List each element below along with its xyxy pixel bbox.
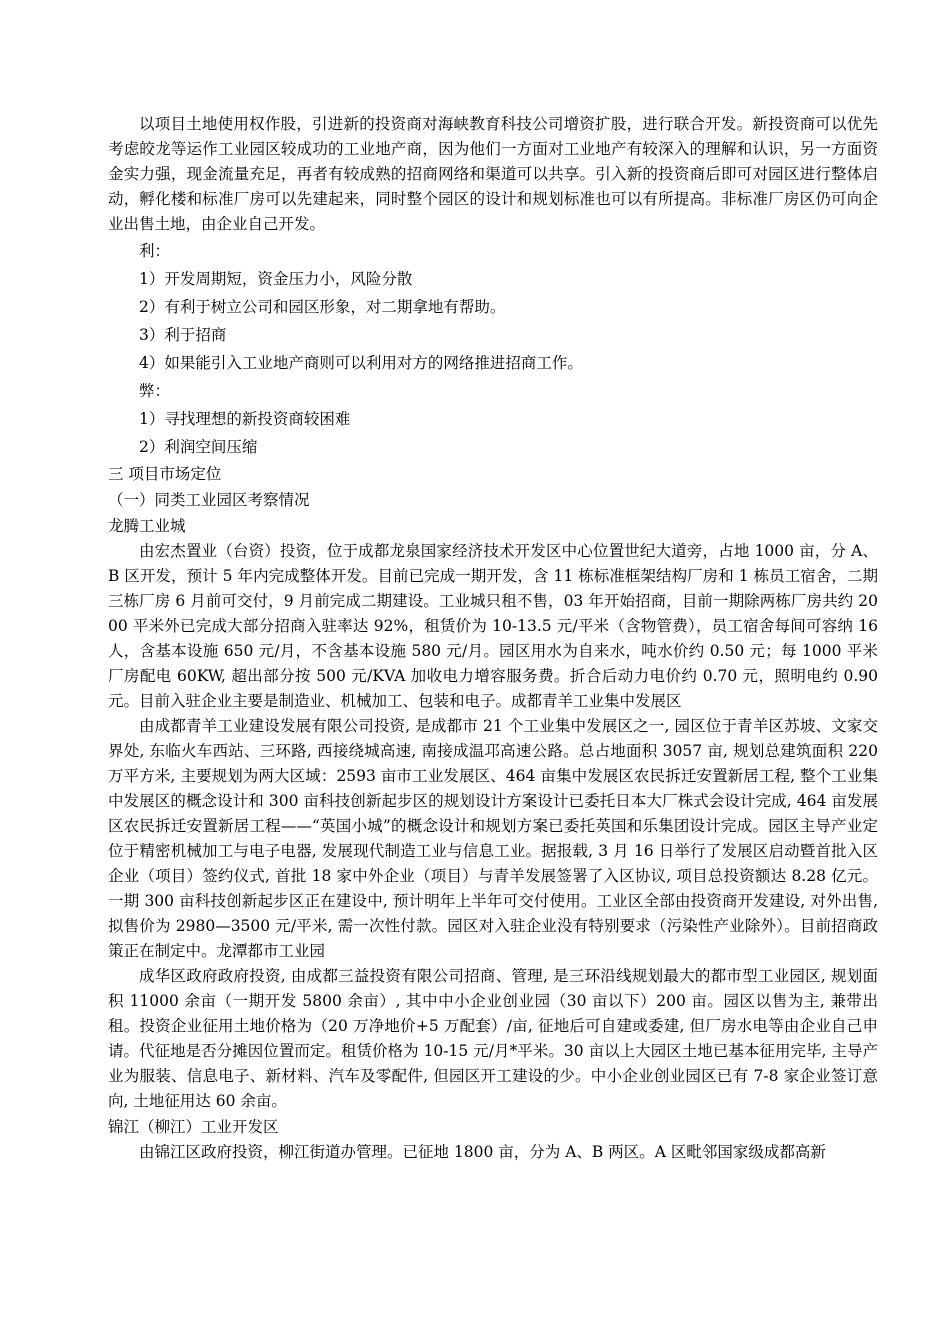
intro-paragraph: 以项目土地使用权作股，引进新的投资商对海峡教育科技公司增资扩股，进行联合开发。新投资商可以优先考虑皎龙等运作工业园区较成功的工业地产商，因为他们一方面对工业地产有较深入的理解和认识，另一方面资金实力强，现金流量充足，再者有较成熟的招商网络和渠道可以共享。引入新的投资商后即可对园区进行整体启动，孵化楼和标准厂房可以先建起来，同时整个园区的设计和规划标准也可以有所提高。非标准厂房区仍可向企业出售土地，由企业自己开发。 [108,115,878,233]
cons-label: 弊： [139,382,171,400]
cons-item: 2）利润空间压缩 [139,438,258,456]
park-paragraph-jinjiang: 由锦江区政府投资，柳江街道办管理。已征地 1800 亩，分为 A、B 两区。A 区毗邻国家级成都高新 [139,1143,826,1161]
park-name-longteng: 龙腾工业城 [108,517,186,535]
pros-item: 4）如果能引入工业地产商则可以利用对方的网络推进招商工作。 [139,354,583,372]
section-title: 三 项目市场定位 [108,465,222,483]
pros-item: 1）开发周期短，资金压力小，风险分散 [139,270,413,288]
cons-item: 1）寻找理想的新投资商较困难 [139,410,351,428]
park-paragraph-longtan: 成华区政府政府投资, 由成都三益投资有限公司招商、管理, 是三环沿线规划最大的都市型工业园区, 规划面积 11000 余亩（一期开发 5800 余亩）, 其中中小企业创业园（30 亩以下）200 亩。园区以售为主, 兼带出租。投资企业征用土地价格为（20 万净地价+5 万配套）/亩, 征地后可自建或委建, 但厂房水电等由企业自己申请。代征地是否分摊因位置而定。租赁价格为 10-15 元/月*平米。30 亩以上大园区土地已基本征用完毕, 主导产业为服装、信息电子、新材料、汽车及零配件, 但园区开工建设的少。中小企业创业园区已有 7-8 家企业签订意向, 土地征用达 60 余亩。 [108,967,878,1110]
park-paragraph-longteng: 由宏杰置业（台资）投资，位于成都龙泉国家经济技术开发区中心位置世纪大道旁，占地 1000 亩，分 A、B 区开发，预计 5 年内完成整体开发。目前已完成一期开发，含 11 栋标准框架结构厂房和 1 栋员工宿舍，二期三栋厂房 6 月前可交付，9 月前完成二期建设。工业城只租不售，03 年开始招商，目前一期除两栋厂房共约 2000 平米外已完成大部分招商入驻率达 92%，租赁价为 10-13.5 元/平米（含物管费），员工宿舍每间可容纳 16 人，含基本设施 650 元/月，不含基本设施 580 元/月。园区用水为自来水，吨水价约 0.50 元；每 1000 平米厂房配电 60KW, 超出部分按 500 元/KVA 加收电力增容服务费。折合后动力电价约 0.70 元，照明电约 0.90 元。目前入驻企业主要是制造业、机械加工、包装和电子。成都青羊工业集中发展区 [108,542,878,710]
subsection-title: （一）同类工业园区考察情况 [108,491,310,509]
document-page [108,112,878,1165]
pros-item: 2）有利于树立公司和园区形象，对二期拿地有帮助。 [139,298,506,316]
park-name-jinjiang: 锦江（柳江）工业开发区 [108,1118,279,1136]
pros-item: 3）利于招商 [139,326,227,344]
park-paragraph-qingyang: 由成都青羊工业建设发展有限公司投资, 是成都市 21 个工业集中发展区之一, 园区位于青羊区苏坡、文家交界处, 东临火车西站、三环路, 西接绕城高速, 南接成温邛高速公路。总占地面积 3057 亩, 规划总建筑面积 220 万平方米, 主要规划为两大区域：2593 亩市工业发展区、464 亩集中发展区农民拆迁安置新居工程, 整个工业集中发展区的概念设计和 300 亩科技创新起步区的规划设计方案设计已委托日本大厂株式会设计完成, 464 亩发展区农民拆迁安置新居工程——“英国小城”的概念设计和规划方案已委托英国和乐集团设计完成。园区主导产业定位于精密机械加工与电子电器, 发展现代制造工业与信息工业。据报载, 3 月 16 日举行了发展区启动暨首批入区企业（项目）签约仪式, 首批 18 家中外企业（项目）与青羊发展签署了入区协议, 项目总投资额达 8.28 亿元。一期 300 亩科技创新起步区正在建设中, 预计明年上半年可交付使用。工业区全部由投资商开发建设, 对外出售, 拟售价为 2980—3500 元/平米, 需一次性付款。园区对入驻企业没有特别要求（污染性产业除外）。目前招商政策正在制定中。龙潭都市工业园 [108,717,878,960]
pros-label: 利： [139,242,171,260]
